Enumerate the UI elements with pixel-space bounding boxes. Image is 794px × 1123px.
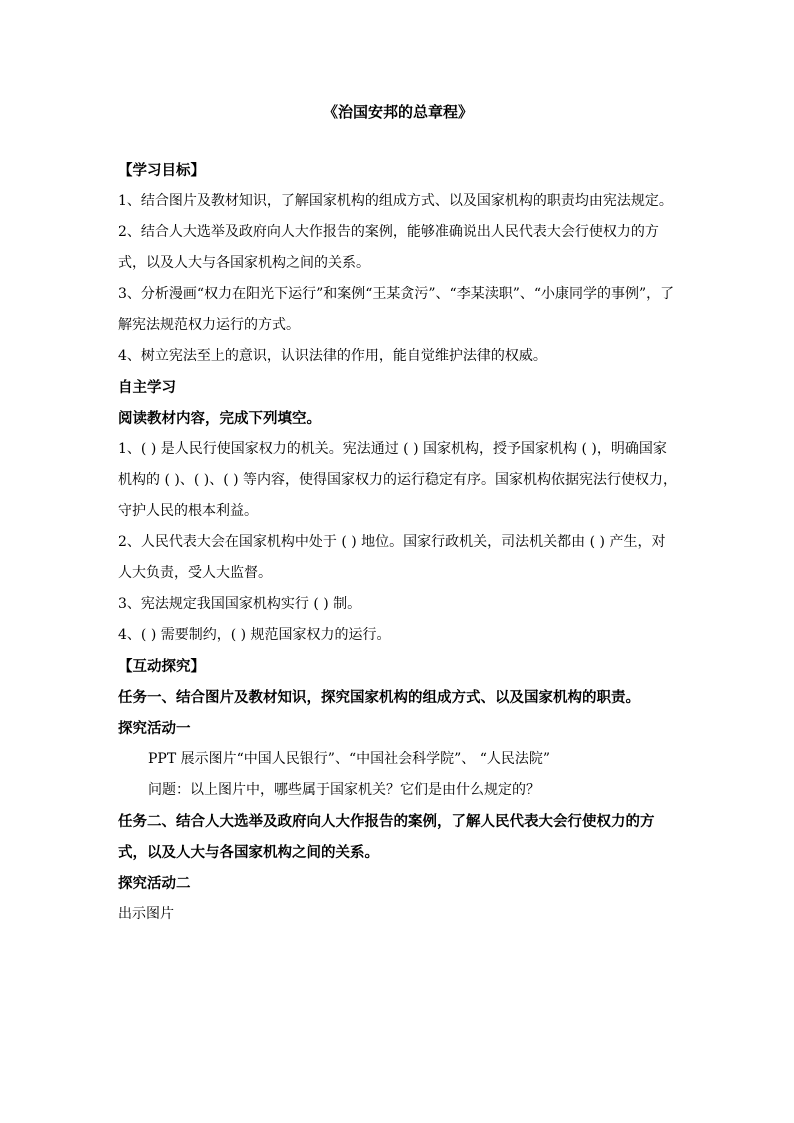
activity-one-question: 问题：以上图片中，哪些属于国家机关？它们是由什么规定的？	[148, 782, 540, 798]
objective-item-3: 3、分析漫画“权力在阳光下运行”和案例“王某贪污”、“李某渎职”、“小康同学的事例”，了解宪法规范权力运行的方式。	[118, 286, 675, 333]
fill-blank-item-4: 4、( ) 需要制约，( ) 规范国家权力的运行。	[118, 627, 391, 643]
self-study-heading: 自主学习	[118, 379, 176, 396]
task-one: 任务一、结合图片及教材知识，探究国家机构的组成方式、以及国家机构的职责。	[118, 689, 640, 706]
activity-one-ppt: PPT 展示图片“中国人民银行”、“中国社会科学院”、 “人民法院”	[148, 751, 551, 767]
fill-blank-item-2: 2、人民代表大会在国家机构中处于 ( ) 地位。国家行政机关，司法机关都由 ( ) 产生，对人大负责，受人大监督。	[118, 534, 666, 581]
objective-item-1: 1、结合图片及教材知识，了解国家机构的组成方式、以及国家机构的职责均由宪法规定。	[118, 193, 673, 209]
fill-blank-item-3: 3、宪法规定我国国家机构实行 ( ) 制。	[118, 596, 362, 612]
task-two: 任务二、结合人大选举及政府向人大作报告的案例，了解人民代表大会行使权力的方式，以及人大与各国家机构之间的关系。	[118, 813, 655, 861]
activity-two-text: 出示图片	[118, 906, 174, 922]
activity-one-title: 探究活动一	[118, 720, 191, 737]
document-title: 《治国安邦的总章程》	[322, 103, 473, 121]
document-content	[118, 102, 678, 930]
interactive-heading: 【互动探究】	[118, 658, 205, 675]
self-study-instruction: 阅读教材内容，完成下列填空。	[118, 410, 321, 427]
activity-two-title: 探究活动二	[118, 875, 191, 892]
objectives-heading: 【学习目标】	[118, 162, 205, 179]
objective-item-4: 4、树立宪法至上的意识，认识法律的作用，能自觉维护法律的权威。	[118, 348, 547, 364]
fill-blank-item-1: 1、( ) 是人民行使国家权力的机关。宪法通过 ( ) 国家机构，授予国家机构 ( )，明确国家机构的 ( )、( )、( ) 等内容，使得国家权力的运行稳定有序。国家机构依据宪法行使权力，守护人民的根本利益。	[118, 441, 678, 519]
objective-item-2: 2、结合人大选举及政府向人大作报告的案例，能够准确说出人民代表大会行使权力的方式，以及人大与各国家机构之间的关系。	[118, 224, 659, 271]
